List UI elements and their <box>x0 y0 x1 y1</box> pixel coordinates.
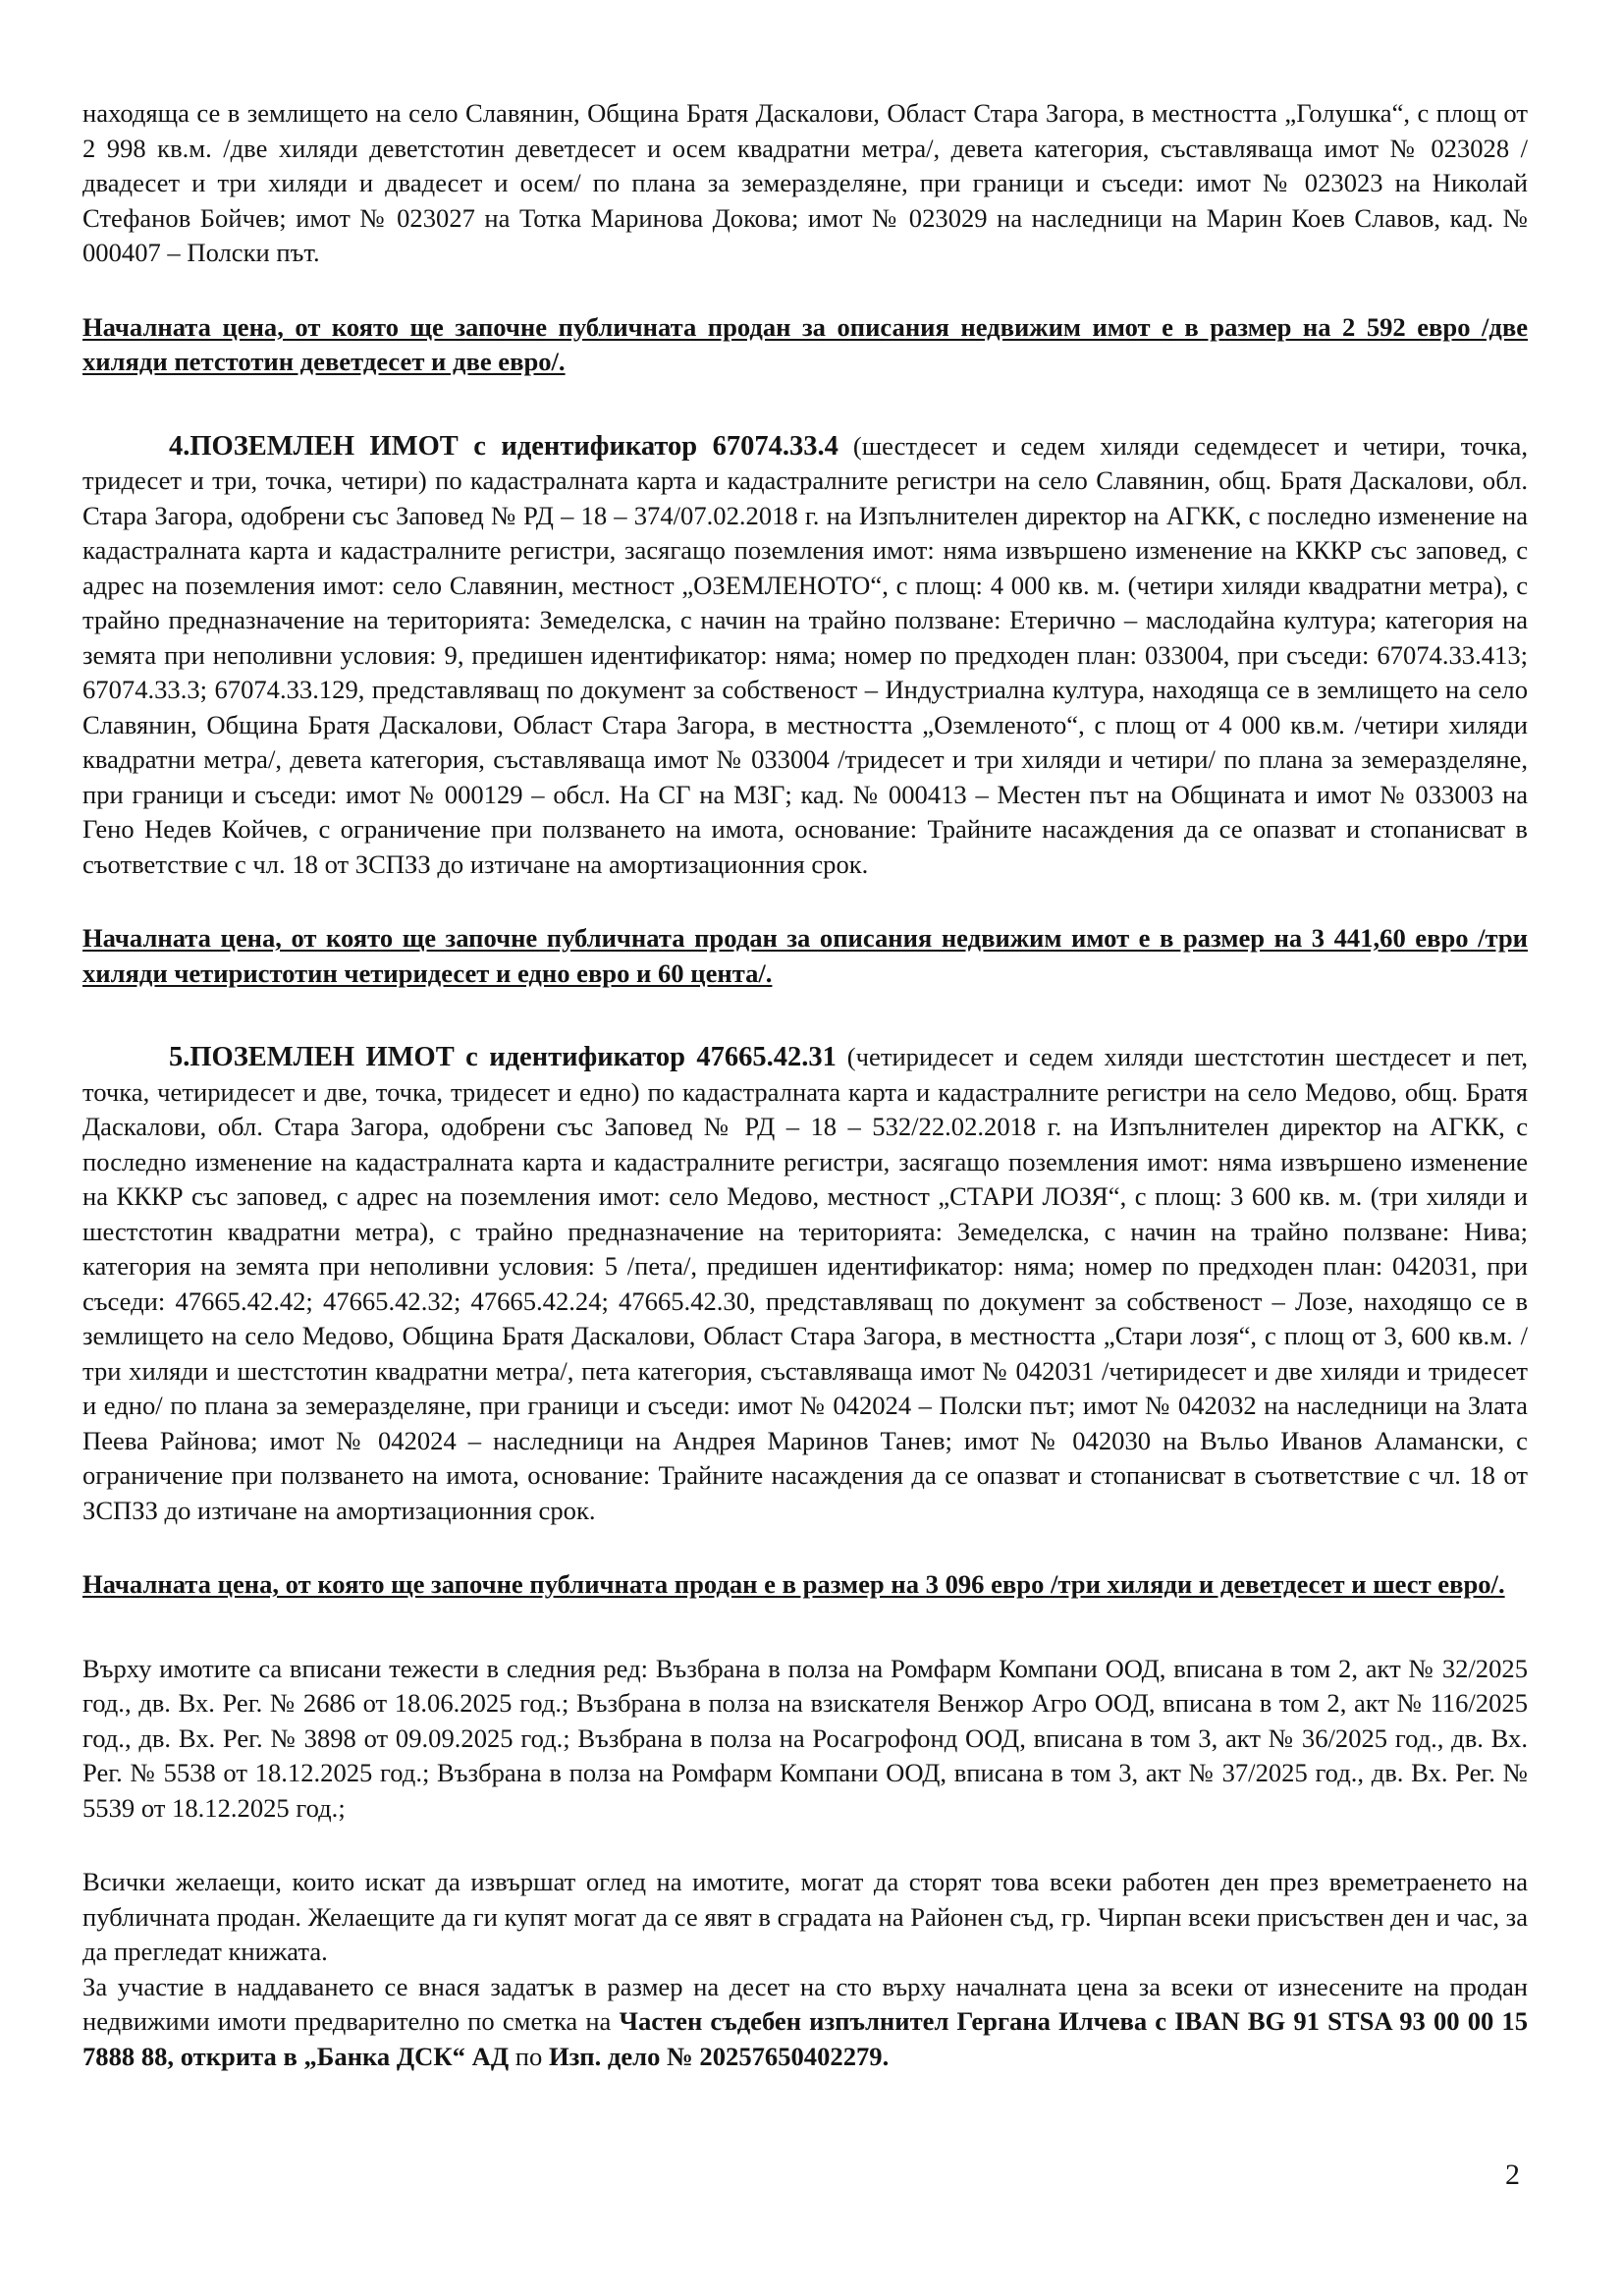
inspection-paragraph: Всички желаещи, които искат да извършат оглед на имотите, могат да сторят това всеки работен ден през времетраенето на публичната продан. Желаещите да ги купят могат да се явят в сградата на Районен съд, гр. Чирпан всеки присъствен ден и час, за да прегледат книжата. <box>82 1867 1528 1966</box>
intro-paragraph: находяща се в землището на село Славянин, Община Братя Даскалови, Област Стара Загора, в местността „Голушка“, с площ от 2 998 кв.м. /две хиляди деветстотин деветдесет и осем квадратни метра/, девета категория, съставляваща имот № 023028 /двадесет и три хиляди и двадесет и осем/ по плана за земеразделяне, при граници и съседи: имот № 023023 на Николай Стефанов Бойчев; имот № 023027 на Тотка Маринова Докова; имот № 023029 на наследници на Марин Коев Славов, кад. № 000407 – Полски път. <box>82 98 1528 267</box>
deposit-connector: по <box>509 2041 549 2071</box>
property-5-description <box>82 1040 1528 1528</box>
deposit-paragraph <box>82 1970 1528 2075</box>
starting-price-property-3: Началната цена, от която ще започне публичната продан за описания недвижим имот е в размер на 2 592 евро /две хиляди петстотин деветдесет и две евро/. <box>82 311 1528 376</box>
property-5-text: (четиридесет и седем хиляди шестстотин шестдесет и пет, точка, четиридесет и две, точка, тридесет и едно) по кадастралната карта и кадастралните регистри на село Медово, общ. Братя Даскалови, обл. Стара Загора, одобрени със Заповед № РД – 18 – 532/22.02.2018 г. на Изпълнителен директор на АГКК, с последно изменение на кадастралната карта и кадастралните регистри, засягащо поземления имот: няма извършено изменение на КККР със заповед, с адрес на поземления имот: село Медово, местност „СТАРИ ЛОЗЯ“, с площ: 3 600 кв. м. (три хиляди и шестстотин квадратни метра), с трайно предназначение на територията: Земеделска, с начин на трайно ползване: Нива; категория на земята при неполивни условия: 5 /пета/, предишен идентификатор: няма; номер по предходен план: 042031, при съседи: 47665.42.42; 47665.42.32; 47665.42.24; 47665.42.30, представляващ по документ за собственост – Лозе, находящо се в землището на село Медово, Община Братя Даскалови, Област Стара Загора, в местността „Стари лозя“, с площ от 3, 600 кв.м. /три хиляди и шестстотин квадратни метра/, пета категория, съставляваща имот № 042031 /четиридесет и две хиляди и тридесет и едно/ по плана за земеразделяне, при граници и съседи: имот № 042024 – Полски път; имот № 042032 на наследници на Злата Пеева Райнова; имот № 042024 – наследници на Андрея Маринов Танев; имот № 042030 на Въльо Иванов Аламански, с ограничение при ползването на имота, основание: Трайните насаждения да се опазват и стопанисват в съответствие с чл. 18 от ЗСПЗЗ до изтичане на амортизационния срок. <box>82 1042 1528 1525</box>
encumbrances-paragraph: Върху имотите са вписани тежести в следния ред: Възбрана в полза на Ромфарм Компани ООД, вписана в том 2, акт № 32/2025 год., дв. Вх. Рег. № 2686 от 18.06.2025 год.; Възбрана в полза на взискателя Венжор Агро ООД, вписана в том 2, акт № 116/2025 год., дв. Вх. Рег. № 3898 от 09.09.2025 год.; Възбрана в полза на Росагрофонд ООД, вписана в том 3, акт № 36/2025 год., дв. Вх. Рег. № 5538 от 18.12.2025 год.; Възбрана в полза на Ромфарм Компани ООД, вписана в том 3, акт № 37/2025 год., дв. Вх. Рег. № 5539 от 18.12.2025 год.; <box>82 1653 1528 1823</box>
property-4-description <box>82 429 1528 883</box>
starting-price-property-5: Началната цена, от която ще започне публичната продан е в размер на 3 096 евро /три хиляди и деветдесет и шест евро/. <box>82 1569 1505 1599</box>
deposit-text: За участие в наддаването се внася задатък в размер на десет на сто върху началната цена за всеки от изнесените на продан недвижими имоти предварително по сметка на <box>82 1971 1528 2036</box>
page-number: 2 <box>1505 2159 1520 2191</box>
enforcement-case-number: Изп. дело № 20257650402279. <box>548 2041 890 2071</box>
property-5-heading: 5.ПОЗЕМЛЕН ИМОТ с идентификатор 47665.42.31 <box>169 1042 837 1072</box>
property-4-heading: 4.ПОЗЕМЛЕН ИМОТ с идентификатор 67074.33.4 <box>169 430 839 462</box>
document-page <box>82 96 1528 2074</box>
starting-price-property-4: Началната цена, от която ще започне публичната продан за описания недвижим имот е в размер на 3 441,60 евро /три хиляди четиристотин четиридесет и едно евро и 60 цента/. <box>82 923 1528 988</box>
bailiff-account-details: Частен съдебен изпълнител Гергана Илчева с IBAN BG 91 STSA 93 00 00 15 7888 88, открита в „Банка ДСК“ АД <box>82 2006 1528 2071</box>
property-4-text: (шестдесет и седем хиляди седемдесет и четири, точка, тридесет и три, точка, четири) по кадастралната карта и кадастралните регистри на село Славянин, общ. Братя Даскалови, обл. Стара Загора, одобрени със Заповед № РД – 18 – 374/07.02.2018 г. на Изпълнителен директор на АГКК, с последно изменение на кадастралната карта и кадастралните регистри, засягащо поземления имот: няма извършено изменение на КККР със заповед, с адрес на поземления имот: село Славянин, местност „ОЗЕМЛЕНОТО“, с площ: 4 000 кв. м. (четири хиляди квадратни метра), с трайно предназначение на територията: Земеделска, с начин на трайно ползване: Етерично – маслодайна култура; категория на земята при неполивни условия: 9, предишен идентификатор: няма; номер по предходен план: 033004, при съседи: 67074.33.413; 67074.33.3; 67074.33.129, представляващ по документ за собственост – Индустриална култура, находяща се в землището на село Славянин, Община Братя Даскалови, Област Стара Загора, в местността „Оземленото“, с площ от 4 000 кв.м. /четири хиляди квадратни метра/, девета категория, съставляваща имот № 033004 /тридесет и три хиляди и четири/ по плана за земеразделяне, при граници и съседи: имот № 000129 – обсл. На СГ на МЗГ; кад. № 000413 – Местен път на Общината и имот № 033003 на Гено Недев Койчев, с ограничение при ползването на имота, основание: Трайните насаждения да се опазват и стопанисват в съответствие с чл. 18 от ЗСПЗЗ до изтичане на амортизационния срок. <box>82 430 1529 879</box>
